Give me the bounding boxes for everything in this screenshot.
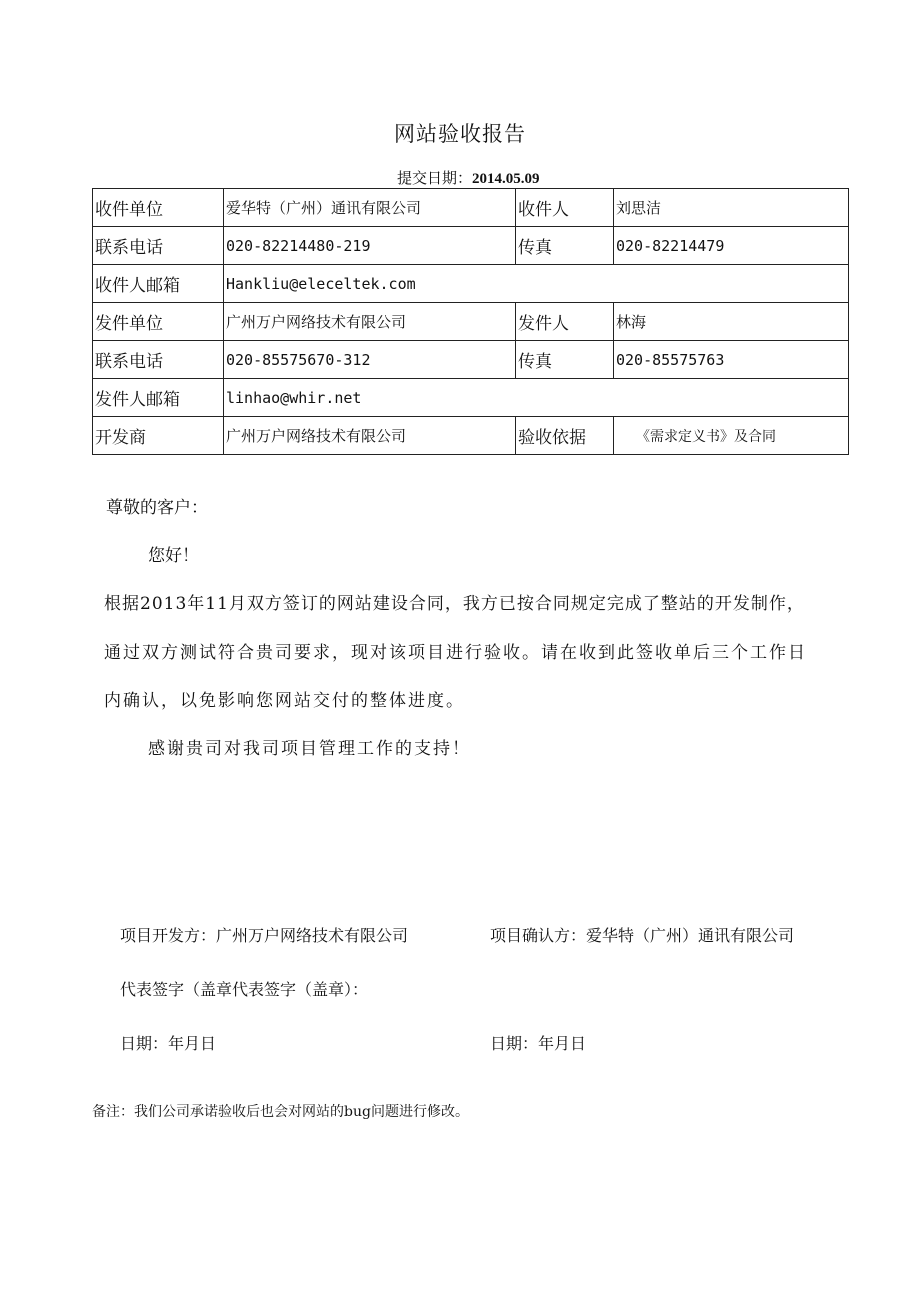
table-row: [93, 189, 849, 227]
label-sender-fax: 传真: [516, 341, 614, 379]
label-sender: 发件人: [516, 303, 614, 341]
letter-paragraph-line: 内确认，以免影响您网站交付的整体进度。: [104, 691, 465, 711]
table-row: [93, 379, 849, 417]
value-acceptance-basis: 《需求定义书》及合同: [614, 417, 849, 455]
label-recipient: 收件人: [516, 189, 614, 227]
value-sender-email: linhao@whir.net: [224, 379, 849, 417]
value-recipient-email: Hankliu@eleceltek.com: [224, 265, 849, 303]
signature-developer: 项目开发方：广州万户网络技术有限公司: [120, 926, 409, 945]
info-table: [92, 188, 849, 455]
label-sender-company: 发件单位: [93, 303, 224, 341]
value-sender-company: 广州万户网络技术有限公司: [224, 303, 516, 341]
submit-date-value: 2014.05.09: [472, 171, 540, 187]
signature-date-right: 日期：年月日: [490, 1034, 587, 1053]
letter-salutation: 尊敬的客户：: [106, 498, 208, 518]
footnote: 备注：我们公司承诺验收后也会对网站的bug问题进行修改。: [92, 1104, 469, 1120]
value-recipient-fax: 020-82214479: [614, 227, 849, 265]
table-row: [93, 265, 849, 303]
letter-paragraph-line: 通过双方测试符合贵司要求，现对该项目进行验收。请在收到此签收单后三个工作日: [104, 643, 807, 663]
submit-date-label: 提交日期：: [397, 169, 473, 187]
letter-thanks: 感谢贵司对我司项目管理工作的支持！: [148, 739, 471, 759]
value-sender: 林海: [614, 303, 849, 341]
label-recipient-fax: 传真: [516, 227, 614, 265]
letter-paragraph-line: 根据2013年11月双方签订的网站建设合同，我方已按合同规定完成了整站的开发制作，: [104, 594, 805, 614]
page-title: 网站验收报告: [394, 122, 526, 146]
signature-confirmer: 项目确认方：爱华特（广州）通讯有限公司: [490, 926, 795, 945]
table-row: [93, 417, 849, 455]
label-sender-phone: 联系电话: [93, 341, 224, 379]
table-row: [93, 303, 849, 341]
submit-date: [397, 167, 540, 188]
table-row: [93, 341, 849, 379]
letter-greeting: 您好！: [148, 546, 199, 566]
value-recipient: 刘思洁: [614, 189, 849, 227]
value-developer: 广州万户网络技术有限公司: [224, 417, 516, 455]
table-row: [93, 227, 849, 265]
label-sender-email: 发件人邮箱: [93, 379, 224, 417]
signature-date-left: 日期：年月日: [120, 1034, 217, 1053]
label-recipient-phone: 联系电话: [93, 227, 224, 265]
label-acceptance-basis: 验收依据: [516, 417, 614, 455]
value-recipient-company: 爱华特（广州）通讯有限公司: [224, 189, 516, 227]
signature-sign-label: 代表签字（盖章代表签字（盖章）：: [120, 980, 369, 999]
label-developer: 开发商: [93, 417, 224, 455]
value-sender-fax: 020-85575763: [614, 341, 849, 379]
label-recipient-company: 收件单位: [93, 189, 224, 227]
value-recipient-phone: 020-82214480-219: [224, 227, 516, 265]
value-sender-phone: 020-85575670-312: [224, 341, 516, 379]
label-recipient-email: 收件人邮箱: [93, 265, 224, 303]
